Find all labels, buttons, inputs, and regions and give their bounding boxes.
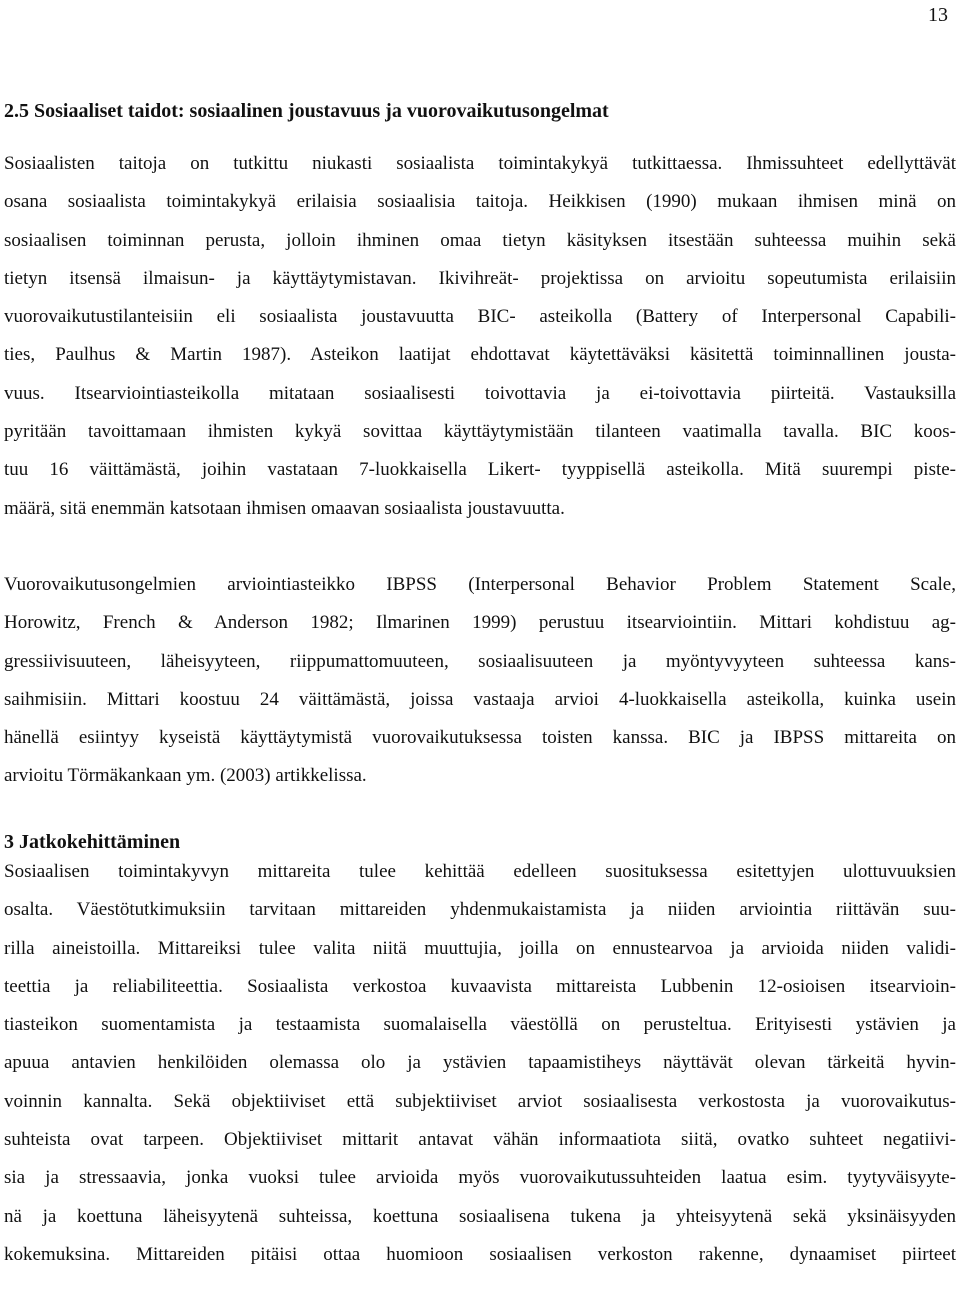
page-number: 13: [928, 4, 948, 26]
text-line: määrä, sitä enemmän katsotaan ihmisen omaavan sosiaalista joustavuutta.: [4, 497, 565, 519]
text-line: ties, Paulhus & Martin 1987). Asteikon laatijat ehdottavat käytettäväksi käsitettä toiminnallinen jousta-: [4, 344, 956, 366]
text-line: gressiivisuuteen, läheisyyteen, riippumattomuuteen, sosiaalisuuteen ja myöntyvyyteen suhteessa kans-: [4, 650, 956, 672]
text-line: saihmisiin. Mittari koostuu 24 väittämästä, joissa vastaaja arvioi 4-luokkaisella asteikolla, kuinka usein: [4, 688, 956, 710]
text-line: kokemuksina. Mittareiden pitäisi ottaa huomioon sosiaalisen verkoston rakenne, dynaamiset piirteet: [4, 1243, 956, 1265]
text-line: osalta. Väestötutkimuksiin tarvitaan mittareiden yhdenmukaistamista ja niiden arviointia riittävän suu-: [4, 899, 956, 921]
text-line: Sosiaalisten taitoja on tutkittu niukasti sosiaalista toimintakykyä tutkittaessa. Ihmissuhteet edellyttävät: [4, 153, 956, 174]
text-line: sosiaalisen toiminnan perusta, jolloin ihminen omaa tietyn käsityksen itsestään suhteessa muihin sekä: [4, 229, 956, 251]
text-line: apuua antavien henkilöiden olemassa olo ja ystävien tapaamistiheys näyttävät olevan tärkeitä hyvin-: [4, 1052, 956, 1074]
text-line: osana sosiaalista toimintakykyä erilaisia sosiaalisia taitoja. Heikkisen (1990) mukaan ihmisen minä on: [4, 191, 956, 213]
section-heading-3: 3 Jatkokehittäminen: [4, 831, 181, 853]
text-line: teettia ja reliabiliteettia. Sosiaalista verkostoa kuvaavista mittareista Lubbenin 12-osioisen itsearvioin-: [4, 975, 956, 997]
text-line: Vuorovaikutusongelmien arviointiasteikko IBPSS (Interpersonal Behavior Problem Statement Scale,: [4, 574, 956, 595]
text-line: tietyn itsensä ilmaisun- ja käyttäytymistavan. Ikivihreät- projektissa on arvioitu sopeutumista erilaisiin: [4, 267, 956, 289]
text-line: tuu 16 väittämästä, joihin vastataan 7-luokkaisella Likert- tyyppisellä asteikolla. Mitä suurempi piste-: [4, 459, 956, 481]
text-line: sia ja stressaavia, jonka vuoksi tulee arvioida myös vuorovaikutussuhteiden laatua esim. tyytyväisyyte-: [4, 1167, 956, 1189]
paragraph-interaction-problems: [4, 566, 956, 796]
text-line: tiasteikon suomentamista ja testaamista suomalaisella väestöllä on perusteltua. Erityisesti ystävien ja: [4, 1014, 956, 1036]
text-line: voinnin kannalta. Sekä objektiiviset että subjektiiviset arviot sosiaalisesta verkostosta ja vuorovaikutus-: [4, 1090, 956, 1112]
text-line: arvioitu Törmäkankaan ym. (2003) artikkelissa.: [4, 765, 367, 787]
text-line: vuorovaikutustilanteisiin eli sosiaalista joustavuutta BIC- asteikolla (Battery of Interpersonal Capabili-: [4, 306, 956, 328]
paragraph-further-development: [4, 853, 956, 1274]
section-heading-2-5: 2.5 Sosiaaliset taidot: sosiaalinen joustavuus ja vuorovaikutusongelmat: [4, 100, 609, 122]
text-line: Sosiaalisen toimintakyvyn mittareita tulee kehittää edelleen suosituksessa esitettyjen ulottuvuuksien: [4, 861, 956, 882]
text-line: Horowitz, French & Anderson 1982; Ilmarinen 1999) perustuu itsearviointiin. Mittari kohdistuu ag-: [4, 612, 956, 634]
paragraph-social-flexibility: [4, 145, 956, 528]
text-line: hänellä esiintyy kyseistä käyttäytymistä vuorovaikutuksessa toisten kanssa. BIC ja IBPSS mittareita on: [4, 727, 956, 749]
text-line: nä ja koettuna läheisyytenä suhteissa, koettuna sosiaalisena tukena ja yhteisyytenä sekä yksinäisyyden: [4, 1205, 956, 1227]
text-line: pyritään tavoittamaan ihmisten kykyä sovittaa käyttäytymistään tilanteen vaatimalla tavalla. BIC koos-: [4, 421, 956, 443]
text-line: rilla aineistoilla. Mittareiksi tulee valita niitä muuttujia, joilla on ennustearvoa ja arvioida niiden validi-: [4, 937, 956, 959]
text-line: vuus. Itsearviointiasteikolla mitataan sosiaalisesti toivottavia ja ei-toivottavia piirteitä. Vastauksilla: [4, 382, 956, 404]
text-line: suhteista ovat tarpeen. Objektiiviset mittarit antavat vähän informaatiota siitä, ovatko suhteet negatiivi-: [4, 1129, 956, 1151]
